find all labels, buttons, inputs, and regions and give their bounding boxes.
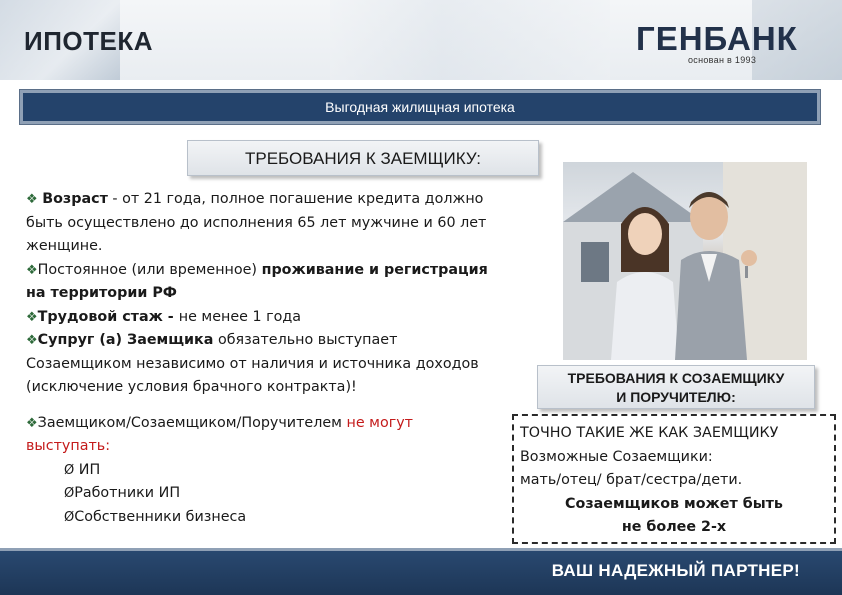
borrower-requirements-list [26,188,496,529]
arrow-bullet-icon: Ø [64,462,75,478]
requirement-spouse: ❖Супруг (а) Заемщика обязательно выступает Созаемщиком независимо от наличия и источника доходов (исключение условия брачного контракта)! [26,332,479,395]
co-borrower-details-box [512,414,836,544]
diamond-bullet-icon: ❖ [26,415,38,431]
logo-tagline: основан в 1993 [688,55,757,65]
couple-house-illustration [563,162,807,360]
restrictions-lead: ❖Заемщиком/Созаемщиком/Поручителем не могут выступать: [26,414,414,454]
bank-logo[interactable] [636,22,806,70]
mortgage-banner: Выгодная жилищная ипотека [20,90,820,124]
header [0,0,842,80]
co-borrower-line: ТОЧНО ТАКИЕ ЖЕ КАК ЗАЕМЩИКУ [520,425,779,441]
footer-tagline: ВАШ НАДЕЖНЫЙ ПАРТНЕР! [551,561,800,580]
requirement-age: ❖ Возраст - от 21 года, полное погашение кредита должно быть осуществлено до исполнения 65 лет мужчине и 60 лет женщине. [26,191,487,254]
diamond-bullet-icon: ❖ [26,192,38,207]
requirement-residence: ❖Постоянное (или временное) проживание и регистрация на территории РФ [26,261,488,301]
header-background-photo [330,0,610,80]
requirement-experience: ❖Трудовой стаж - не менее 1 года [26,308,302,325]
logo-name: ГЕНБАНК [636,20,798,57]
co-borrower-requirements-heading: ТРЕБОВАНИЯ К СОЗАЕМЩИКУ И ПОРУЧИТЕЛЮ: [537,365,815,409]
footer-divider [0,548,842,551]
couple-photo [563,162,807,360]
co-borrower-line: Возможные Созаемщики: [520,448,713,465]
restriction-item: ØРаботники ИП [64,485,181,501]
diamond-bullet-icon: ❖ [26,262,38,278]
arrow-bullet-icon: Ø [64,509,75,525]
restriction-item: Ø ИП [64,461,101,478]
co-borrower-line: не более 2-х [621,519,727,535]
borrower-requirements-heading: ТРЕБОВАНИЯ К ЗАЕМЩИКУ: [187,140,539,176]
diamond-bullet-icon: ❖ [26,309,38,325]
co-borrower-line: Созаемщиков может быть [565,495,783,512]
diamond-bullet-icon: ❖ [26,333,38,348]
page-title: ИПОТЕКА [24,26,153,56]
arrow-bullet-icon: Ø [64,486,75,501]
co-borrower-line: мать/отец/ брат/сестра/дети. [520,472,743,488]
restriction-item: ØСобственники бизнеса [64,508,247,525]
